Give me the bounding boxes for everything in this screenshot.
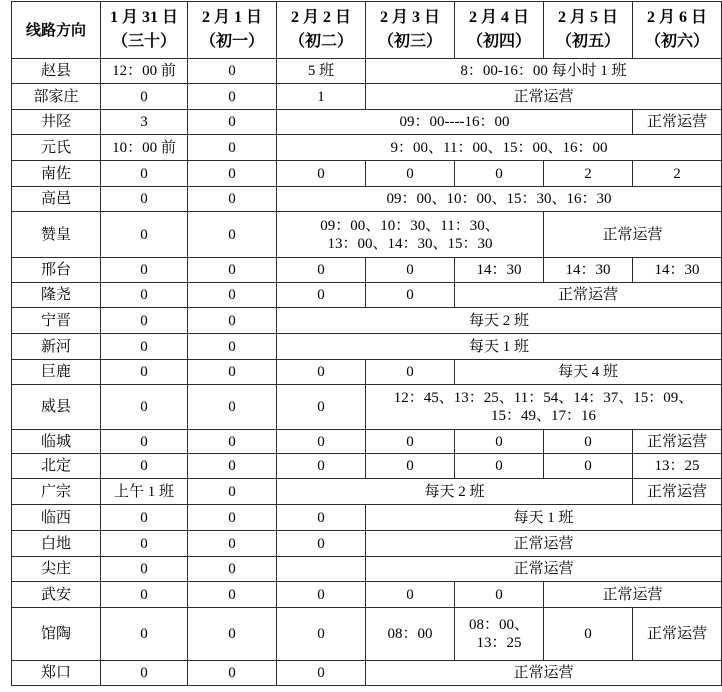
- cell-line: 12：45、13：25、11：54、14：37、15：09、: [393, 390, 694, 406]
- header-date-0205: [544, 2, 633, 59]
- table-cell: 9：00、11：00、15：00、16：00: [277, 135, 722, 161]
- cell-line: 13：00、14：30、15：30: [327, 235, 493, 252]
- route-name: 郑口: [12, 661, 101, 686]
- table-cell: 0: [544, 430, 633, 454]
- table-cell: 0: [101, 385, 188, 430]
- table-cell: 0: [188, 557, 277, 582]
- table-row: [12, 360, 722, 385]
- route-name: 井陉: [12, 110, 101, 135]
- table-cell: 0: [101, 334, 188, 360]
- table-cell: 14：30: [455, 258, 544, 283]
- table-cell: 8：00-16：00 每小时 1 班: [366, 59, 722, 84]
- table-cell: 0: [188, 661, 277, 686]
- cell-line: 15：49、17：16: [490, 408, 596, 424]
- header-date-0202: [277, 2, 366, 59]
- header-lunar-label: （初六）: [644, 33, 709, 50]
- table-cell: 0: [101, 454, 188, 479]
- table-cell: 0: [366, 283, 455, 308]
- table-cell: 0: [188, 187, 277, 212]
- table-cell: 0: [188, 258, 277, 283]
- table-cell: 0: [277, 661, 366, 686]
- route-name: 巨鹿: [12, 360, 101, 385]
- table-row: [12, 283, 722, 308]
- header-lunar-label: （初一）: [199, 33, 264, 50]
- table-cell: 0: [455, 161, 544, 187]
- table-cell: 09：00、10：00、15：30、16：30: [277, 187, 722, 212]
- route-name: 尖庄: [12, 557, 101, 582]
- route-name: 新河: [12, 334, 101, 360]
- header-row: [12, 2, 722, 59]
- table-cell: 14：30: [544, 258, 633, 283]
- table-cell: 0: [455, 582, 544, 608]
- table-cell: 3: [101, 110, 188, 135]
- table-cell: [277, 212, 544, 258]
- table-cell: 1: [277, 84, 366, 110]
- table-cell: 0: [101, 430, 188, 454]
- table-cell: 0: [101, 531, 188, 557]
- header-date-label: 2 月 6 日: [646, 9, 707, 26]
- table-cell: 0: [101, 308, 188, 334]
- table-cell: 0: [277, 531, 366, 557]
- table-cell: 0: [188, 531, 277, 557]
- route-name: 赞皇: [12, 212, 101, 258]
- route-name: 高邑: [12, 187, 101, 212]
- table-row: [12, 187, 722, 212]
- table-cell: 正常运营: [366, 661, 722, 686]
- table-cell: 正常运营: [633, 479, 722, 505]
- table-cell: 2: [633, 161, 722, 187]
- table-cell: 0: [277, 385, 366, 430]
- header-date-0206: [633, 2, 722, 59]
- table-row: [12, 505, 722, 531]
- table-cell: 0: [544, 454, 633, 479]
- table-cell: 12：00 前: [101, 59, 188, 84]
- route-name: 白地: [12, 531, 101, 557]
- table-cell: 0: [366, 360, 455, 385]
- cell-line: 13：25: [476, 635, 522, 651]
- table-cell: 0: [101, 661, 188, 686]
- table-cell: 0: [544, 608, 633, 661]
- table-row: [12, 59, 722, 84]
- table-cell: 每天 2 班: [277, 479, 633, 505]
- header-route-direction: [12, 2, 101, 59]
- table-cell: 0: [366, 582, 455, 608]
- table-row: [12, 212, 722, 258]
- route-name: 馆陶: [12, 608, 101, 661]
- table-cell: 0: [277, 582, 366, 608]
- table-cell: 0: [188, 161, 277, 187]
- table-cell: 14：30: [633, 258, 722, 283]
- route-name: 临城: [12, 430, 101, 454]
- header-lunar-label: （初五）: [555, 33, 620, 50]
- table-row: [12, 557, 722, 582]
- route-name: 赵县: [12, 59, 101, 84]
- table-cell: 0: [101, 608, 188, 661]
- table-row: [12, 531, 722, 557]
- table-cell: 0: [188, 283, 277, 308]
- header-lunar-label: （初四）: [466, 33, 531, 50]
- table-cell: 0: [101, 360, 188, 385]
- table-cell: 正常运营: [633, 608, 722, 661]
- table-row: [12, 84, 722, 110]
- table-cell: 正常运营: [633, 430, 722, 454]
- header-date-label: 2 月 3 日: [379, 9, 440, 26]
- table-cell: 0: [277, 283, 366, 308]
- table-cell: 0: [188, 308, 277, 334]
- table-cell: 5 班: [277, 59, 366, 84]
- route-name: 广宗: [12, 479, 101, 505]
- header-date-label: 2 月 2 日: [290, 9, 351, 26]
- header-lunar-label: （三十）: [111, 33, 176, 50]
- table-cell: 0: [277, 454, 366, 479]
- table-cell: 0: [277, 258, 366, 283]
- table-cell: 0: [188, 608, 277, 661]
- table-cell: 0: [188, 385, 277, 430]
- route-name: 南佐: [12, 161, 101, 187]
- table-row: [12, 258, 722, 283]
- table-cell: 0: [101, 187, 188, 212]
- table-cell: 0: [188, 430, 277, 454]
- table-cell: 0: [188, 479, 277, 505]
- table-cell: 0: [101, 212, 188, 258]
- route-name: 北定: [12, 454, 101, 479]
- table-row: [12, 430, 722, 454]
- header-lunar-label: （初二）: [288, 33, 353, 50]
- header-date-label: 2 月 4 日: [468, 9, 529, 26]
- table-cell: 13：25: [633, 454, 722, 479]
- table-cell: 0: [366, 454, 455, 479]
- schedule-table-body: [12, 2, 722, 686]
- table-cell: 0: [188, 59, 277, 84]
- table-cell: 正常运营: [544, 212, 722, 258]
- table-row: [12, 385, 722, 430]
- table-row: [12, 608, 722, 661]
- table-cell: 0: [277, 608, 366, 661]
- table-cell: 0: [101, 84, 188, 110]
- table-cell: 0: [188, 84, 277, 110]
- header-date-0131: [101, 2, 188, 59]
- table-cell: 正常运营: [366, 84, 722, 110]
- table-row: [12, 334, 722, 360]
- table-cell: 0: [188, 582, 277, 608]
- route-name: 隆尧: [12, 283, 101, 308]
- table-cell: 0: [366, 258, 455, 283]
- table-cell: 2: [544, 161, 633, 187]
- table-cell: 0: [277, 430, 366, 454]
- table-row: [12, 661, 722, 686]
- route-name: 威县: [12, 385, 101, 430]
- table-cell: 0: [188, 454, 277, 479]
- table-row: [12, 161, 722, 187]
- header-route-label: 线路方向: [25, 21, 86, 39]
- table-cell: 0: [188, 505, 277, 531]
- table-cell: 0: [101, 283, 188, 308]
- header-date-label: 2 月 5 日: [557, 9, 618, 26]
- table-cell: 正常运营: [366, 557, 722, 582]
- table-cell: 每天 4 班: [455, 360, 722, 385]
- table-cell: 上午 1 班: [101, 479, 188, 505]
- header-date-0204: [455, 2, 544, 59]
- table-cell: 0: [277, 161, 366, 187]
- header-date-0201: [188, 2, 277, 59]
- table-cell: [455, 608, 544, 661]
- table-cell: 0: [188, 360, 277, 385]
- route-name: 邢台: [12, 258, 101, 283]
- table-cell: 0: [188, 110, 277, 135]
- table-cell: 0: [188, 135, 277, 161]
- table-cell: 0: [366, 161, 455, 187]
- table-cell: 0: [101, 258, 188, 283]
- route-name: 武安: [12, 582, 101, 608]
- table-cell: 每天 1 班: [277, 334, 722, 360]
- route-name: 临西: [12, 505, 101, 531]
- table-cell: 09：00----16：00: [277, 110, 633, 135]
- table-cell: 0: [188, 334, 277, 360]
- table-row: [12, 110, 722, 135]
- table-cell: 10：00 前: [101, 135, 188, 161]
- table-cell: 正常运营: [633, 110, 722, 135]
- cell-line: 09：00、10：30、11：30、: [320, 217, 500, 234]
- table-cell: 0: [277, 360, 366, 385]
- header-date-label: 1 月 31 日: [109, 9, 178, 26]
- table-cell: 正常运营: [366, 531, 722, 557]
- table-row: [12, 308, 722, 334]
- table-row: [12, 454, 722, 479]
- table-cell: 0: [455, 430, 544, 454]
- route-name: 元氏: [12, 135, 101, 161]
- cell-line: 08：00、: [468, 617, 529, 633]
- table-cell: 0: [101, 505, 188, 531]
- table-cell: 0: [101, 557, 188, 582]
- table-row: [12, 582, 722, 608]
- header-date-0203: [366, 2, 455, 59]
- route-name: 部家庄: [12, 84, 101, 110]
- table-cell: 每天 1 班: [366, 505, 722, 531]
- schedule-table: [11, 1, 722, 686]
- table-cell: 08：00: [366, 608, 455, 661]
- table-cell: 正常运营: [455, 283, 722, 308]
- table-cell: 0: [101, 582, 188, 608]
- route-name: 宁晋: [12, 308, 101, 334]
- table-cell: 0: [277, 505, 366, 531]
- table-cell: 0: [455, 454, 544, 479]
- table-cell: 0: [188, 212, 277, 258]
- table-cell: [366, 385, 722, 430]
- table-cell: 0: [101, 161, 188, 187]
- table-cell: 0: [366, 430, 455, 454]
- header-lunar-label: （初三）: [377, 33, 442, 50]
- table-cell: 正常运营: [544, 582, 722, 608]
- table-cell: 每天 2 班: [277, 308, 722, 334]
- table-row: [12, 479, 722, 505]
- header-date-label: 2 月 1 日: [201, 9, 262, 26]
- table-row: [12, 135, 722, 161]
- table-cell-empty: [277, 557, 366, 582]
